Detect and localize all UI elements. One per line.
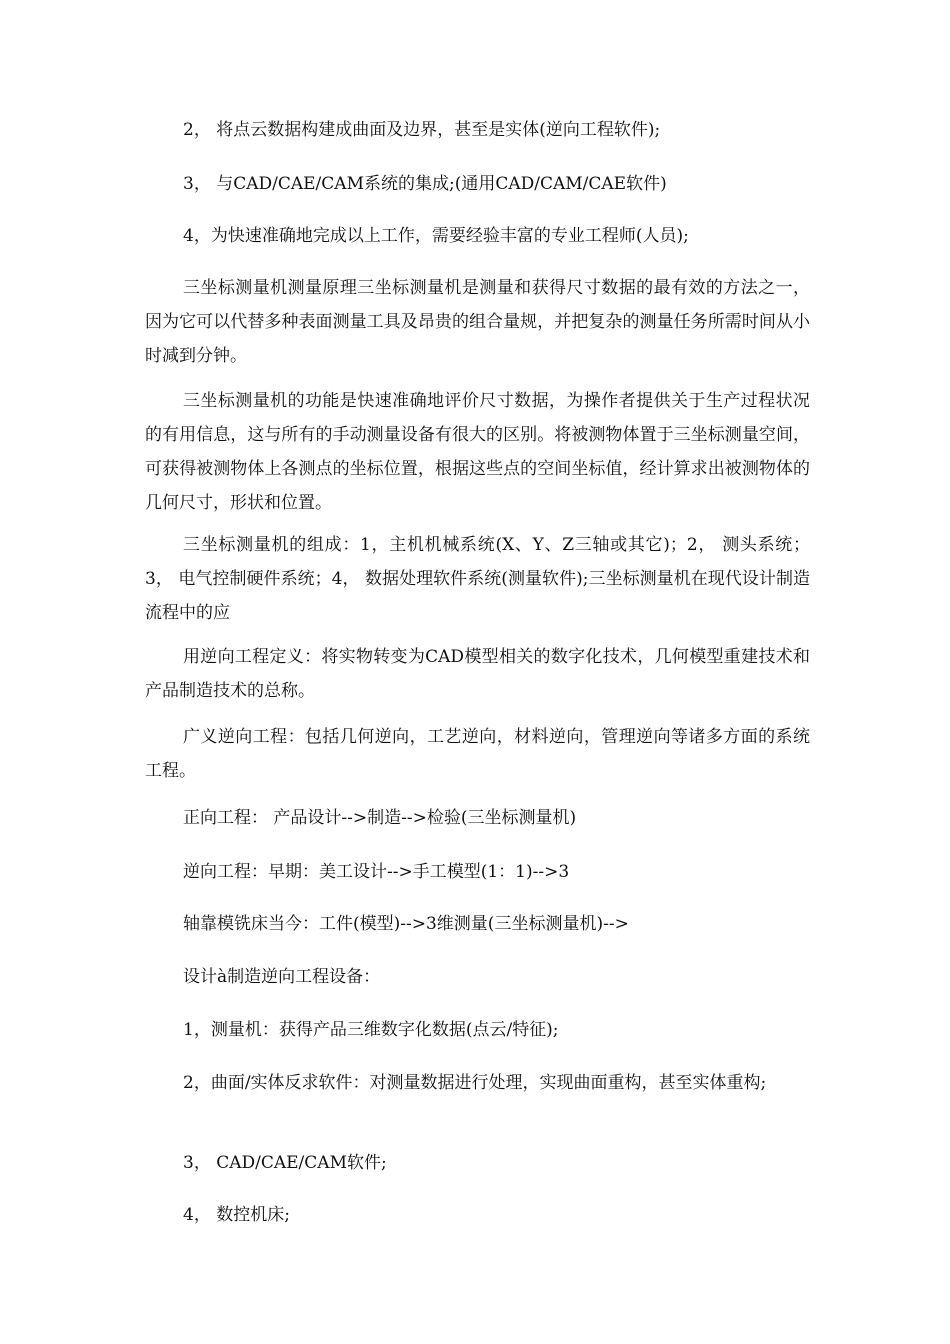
paragraph-reverse-engineering-early: 逆向工程：早期：美工设计-->手工模型(1：1)-->3	[183, 862, 570, 882]
paragraph-reverse-engineering-now: 轴靠模铣床当今：工件(模型)-->3维测量(三坐标测量机)-->	[183, 914, 629, 934]
equipment-item-1: 1，测量机：获得产品三维数字化数据(点云/特征);	[183, 1020, 559, 1040]
paragraph-cmm-function: 三坐标测量机的功能是快速准确地评价尺寸数据，为操作者提供关于生产过程状况的有用信息，这与所有的手动测量设备有很大的区别。将被测物体置于三坐标测量空间，可获得被测物体上各测点的坐标位置，根据这些点的空间坐标值，经计算求出被测物体的几何尺寸，形状和位置。	[145, 391, 810, 513]
paragraph-generalized-reverse-engineering: 广义逆向工程：包括几何逆向，工艺逆向，材料逆向，管理逆向等诸多方面的系统工程。	[145, 727, 810, 781]
paragraph-cmm-principle: 三坐标测量机测量原理三坐标测量机是测量和获得尺寸数据的最有效的方法之一，因为它可以代替多种表面测量工具及昂贵的组合量规，并把复杂的测量任务所需时间从小时减到分钟。	[145, 278, 810, 366]
equipment-item-4: 4， 数控机床;	[183, 1205, 290, 1225]
list-item-4: 4，为快速准确地完成以上工作，需要经验丰富的专业工程师(人员);	[183, 226, 689, 246]
list-item-3: 3， 与CAD/CAE/CAM系统的集成;(通用CAD/CAM/CAE软件)	[183, 174, 667, 194]
paragraph-cmm-composition: 三坐标测量机的组成：1，主机机械系统(X、Y、Z三轴或其它)；2， 测头系统；3， 电气控制硬件系统；4， 数据处理软件系统(测量软件);三坐标测量机在现代设计制造流程中的应	[145, 535, 810, 623]
list-item-2: 2， 将点云数据构建成曲面及边界，甚至是实体(逆向工程软件);	[183, 120, 661, 140]
equipment-item-3: 3， CAD/CAE/CAM软件;	[183, 1153, 387, 1173]
paragraph-equipment-heading: 设计à制造逆向工程设备：	[183, 967, 381, 987]
paragraph-forward-engineering: 正向工程： 产品设计-->制造-->检验(三坐标测量机)	[183, 808, 577, 828]
paragraph-reverse-engineering-definition: 用逆向工程定义：将实物转变为CAD模型相关的数字化技术，几何模型重建技术和产品制造技术的总称。	[145, 647, 810, 701]
equipment-item-2: 2，曲面/实体反求软件：对测量数据进行处理，实现曲面重构，甚至实体重构;	[183, 1073, 767, 1093]
